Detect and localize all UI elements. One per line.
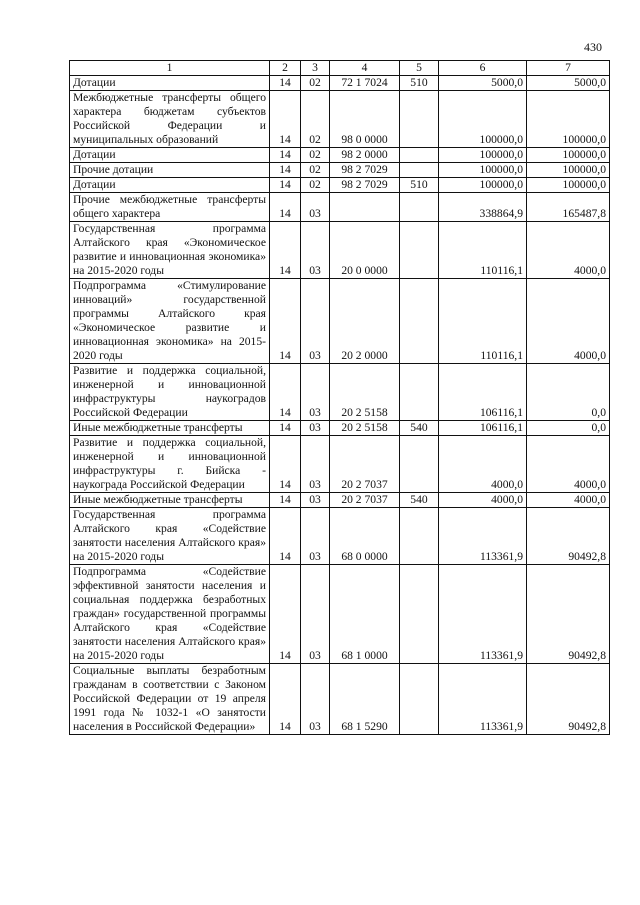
table-header-row — [70, 61, 610, 76]
subsection-code-cell: 03 — [301, 222, 330, 279]
item-name-cell: Подпрограмма «Стимулирование инноваций» государственной программы Алтайского края «Экономическое развитие и инновационная экономика» на 2015-2020 годы — [70, 279, 270, 364]
section-code-cell: 14 — [270, 178, 301, 193]
subsection-code-cell: 03 — [301, 565, 330, 664]
item-name-cell: Прочие дотации — [70, 163, 270, 178]
item-name-cell: Развитие и поддержка социальной, инженерной и инновационной инфраструктуры наукоградов Российской Федерации — [70, 364, 270, 421]
expense-type-cell — [400, 193, 439, 222]
target-article-cell: 20 0 0000 — [330, 222, 400, 279]
amount-year2-cell: 90492,8 — [527, 508, 610, 565]
column-header: 6 — [439, 61, 527, 76]
expense-type-cell: 540 — [400, 493, 439, 508]
table-row — [70, 163, 610, 178]
amount-year2-cell: 0,0 — [527, 421, 610, 436]
subsection-code-cell: 03 — [301, 493, 330, 508]
amount-year1-cell: 113361,9 — [439, 565, 527, 664]
amount-year1-cell: 5000,0 — [439, 76, 527, 91]
table-row — [70, 193, 610, 222]
amount-year2-cell: 90492,8 — [527, 565, 610, 664]
expense-type-cell — [400, 508, 439, 565]
item-name-cell: Дотации — [70, 76, 270, 91]
target-article-cell: 68 0 0000 — [330, 508, 400, 565]
target-article-cell: 20 2 5158 — [330, 364, 400, 421]
expense-type-cell — [400, 565, 439, 664]
subsection-code-cell: 03 — [301, 364, 330, 421]
section-code-cell: 14 — [270, 91, 301, 148]
amount-year1-cell: 106116,1 — [439, 364, 527, 421]
amount-year1-cell: 100000,0 — [439, 163, 527, 178]
expense-type-cell — [400, 364, 439, 421]
item-name-cell: Государственная программа Алтайского края «Содействие занятости населения Алтайского края» на 2015-2020 годы — [70, 508, 270, 565]
target-article-cell: 20 2 5158 — [330, 421, 400, 436]
subsection-code-cell: 02 — [301, 76, 330, 91]
amount-year1-cell: 100000,0 — [439, 91, 527, 148]
column-header: 2 — [270, 61, 301, 76]
section-code-cell: 14 — [270, 421, 301, 436]
item-name-cell: Иные межбюджетные трансферты — [70, 493, 270, 508]
section-code-cell: 14 — [270, 493, 301, 508]
target-article-cell: 20 2 0000 — [330, 279, 400, 364]
target-article-cell: 68 1 5290 — [330, 664, 400, 735]
amount-year2-cell: 5000,0 — [527, 76, 610, 91]
item-name-cell: Социальные выплаты безработным гражданам в соответствии с Законом Российской Федерации от 19 апреля 1991 года № 1032-1 «О занятости населения в Российской Федерации» — [70, 664, 270, 735]
amount-year2-cell: 0,0 — [527, 364, 610, 421]
table-row — [70, 436, 610, 493]
amount-year2-cell: 100000,0 — [527, 148, 610, 163]
expense-type-cell — [400, 222, 439, 279]
table-row — [70, 148, 610, 163]
amount-year1-cell: 110116,1 — [439, 222, 527, 279]
column-header: 7 — [527, 61, 610, 76]
subsection-code-cell: 02 — [301, 91, 330, 148]
target-article-cell: 20 2 7037 — [330, 493, 400, 508]
amount-year1-cell: 100000,0 — [439, 148, 527, 163]
expense-type-cell — [400, 279, 439, 364]
column-header: 5 — [400, 61, 439, 76]
amount-year1-cell: 110116,1 — [439, 279, 527, 364]
target-article-cell: 72 1 7024 — [330, 76, 400, 91]
subsection-code-cell: 03 — [301, 508, 330, 565]
expense-type-cell — [400, 91, 439, 148]
amount-year2-cell: 4000,0 — [527, 279, 610, 364]
target-article-cell: 98 0 0000 — [330, 91, 400, 148]
target-article-cell: 20 2 7037 — [330, 436, 400, 493]
table-row — [70, 178, 610, 193]
expense-type-cell: 510 — [400, 178, 439, 193]
item-name-cell: Дотации — [70, 148, 270, 163]
item-name-cell: Развитие и поддержка социальной, инженерной и инновационной инфраструктуры г. Бийска - наукограда Российской Федерации — [70, 436, 270, 493]
item-name-cell: Межбюджетные трансферты общего характера бюджетам субъектов Российской Федерации и муниципальных образований — [70, 91, 270, 148]
amount-year2-cell: 165487,8 — [527, 193, 610, 222]
table-row — [70, 364, 610, 421]
amount-year2-cell: 90492,8 — [527, 664, 610, 735]
section-code-cell: 14 — [270, 565, 301, 664]
table-row — [70, 91, 610, 148]
column-header: 4 — [330, 61, 400, 76]
section-code-cell: 14 — [270, 148, 301, 163]
target-article-cell: 98 2 0000 — [330, 148, 400, 163]
expense-type-cell — [400, 436, 439, 493]
item-name-cell: Прочие межбюджетные трансферты общего характера — [70, 193, 270, 222]
section-code-cell: 14 — [270, 508, 301, 565]
amount-year1-cell: 106116,1 — [439, 421, 527, 436]
amount-year2-cell: 100000,0 — [527, 178, 610, 193]
amount-year1-cell: 113361,9 — [439, 664, 527, 735]
amount-year2-cell: 4000,0 — [527, 222, 610, 279]
subsection-code-cell: 03 — [301, 421, 330, 436]
table-body — [70, 76, 610, 735]
column-header: 3 — [301, 61, 330, 76]
target-article-cell: 98 2 7029 — [330, 178, 400, 193]
section-code-cell: 14 — [270, 76, 301, 91]
amount-year1-cell: 338864,9 — [439, 193, 527, 222]
subsection-code-cell: 03 — [301, 664, 330, 735]
table-row — [70, 279, 610, 364]
item-name-cell: Подпрограмма «Содействие эффективной занятости населения и социальная поддержка безработных граждан» государственной программы Алтайского края «Содействие занятости населения Алтайского края» на 2015-2020 годы — [70, 565, 270, 664]
subsection-code-cell: 02 — [301, 178, 330, 193]
amount-year1-cell: 4000,0 — [439, 493, 527, 508]
amount-year2-cell: 4000,0 — [527, 493, 610, 508]
amount-year2-cell: 100000,0 — [527, 163, 610, 178]
budget-table — [69, 60, 610, 735]
subsection-code-cell: 03 — [301, 279, 330, 364]
page-number: 430 — [584, 40, 602, 54]
section-code-cell: 14 — [270, 364, 301, 421]
table-row — [70, 222, 610, 279]
table-row — [70, 493, 610, 508]
table-row — [70, 421, 610, 436]
section-code-cell: 14 — [270, 222, 301, 279]
section-code-cell: 14 — [270, 163, 301, 178]
expense-type-cell: 510 — [400, 76, 439, 91]
amount-year2-cell: 4000,0 — [527, 436, 610, 493]
subsection-code-cell: 02 — [301, 148, 330, 163]
target-article-cell: 98 2 7029 — [330, 163, 400, 178]
section-code-cell: 14 — [270, 436, 301, 493]
expense-type-cell — [400, 163, 439, 178]
section-code-cell: 14 — [270, 193, 301, 222]
target-article-cell — [330, 193, 400, 222]
item-name-cell: Иные межбюджетные трансферты — [70, 421, 270, 436]
amount-year1-cell: 100000,0 — [439, 178, 527, 193]
subsection-code-cell: 02 — [301, 163, 330, 178]
table-row — [70, 76, 610, 91]
expense-type-cell — [400, 148, 439, 163]
column-header: 1 — [70, 61, 270, 76]
expense-type-cell: 540 — [400, 421, 439, 436]
target-article-cell: 68 1 0000 — [330, 565, 400, 664]
subsection-code-cell: 03 — [301, 436, 330, 493]
item-name-cell: Дотации — [70, 178, 270, 193]
expense-type-cell — [400, 664, 439, 735]
subsection-code-cell: 03 — [301, 193, 330, 222]
amount-year1-cell: 4000,0 — [439, 436, 527, 493]
item-name-cell: Государственная программа Алтайского края «Экономическое развитие и инновационная экономика» на 2015-2020 годы — [70, 222, 270, 279]
table-row — [70, 664, 610, 735]
section-code-cell: 14 — [270, 664, 301, 735]
amount-year1-cell: 113361,9 — [439, 508, 527, 565]
section-code-cell: 14 — [270, 279, 301, 364]
table-row — [70, 565, 610, 664]
amount-year2-cell: 100000,0 — [527, 91, 610, 148]
table-row — [70, 508, 610, 565]
